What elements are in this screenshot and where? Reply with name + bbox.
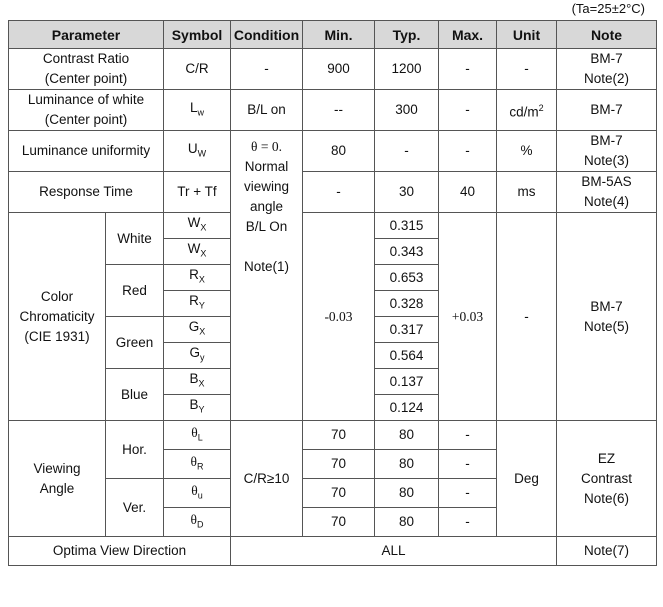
typ-cell: 0.328 (375, 291, 439, 317)
condition-cell: - (231, 49, 303, 90)
typ-cell: 0.317 (375, 317, 439, 343)
typ-cell: 30 (375, 172, 439, 213)
typ-cell: 0.315 (375, 213, 439, 239)
color-group-label: Red (106, 265, 164, 317)
max-cell: - (439, 421, 497, 450)
min-cell: 70 (303, 508, 375, 537)
typ-cell: 0.137 (375, 369, 439, 395)
symbol-cell: $U_W$ (164, 131, 231, 172)
min-cell: -0.03 (303, 213, 375, 421)
symbol-cell: C/R (164, 49, 231, 90)
typ-cell: 80 (375, 508, 439, 537)
min-cell: 70 (303, 479, 375, 508)
typ-cell: 0.653 (375, 265, 439, 291)
note-cell: Note(7) (557, 537, 657, 566)
typ-cell: 80 (375, 479, 439, 508)
symbol-cell: $\theta_u$ (164, 479, 231, 508)
condition-cell: C/R≥10 (231, 421, 303, 537)
param-cell-viewing: Viewing Angle (9, 421, 106, 537)
typ-cell: 0.124 (375, 395, 439, 421)
symbol-cell: $L_w$ (164, 90, 231, 131)
symbol-cell: $R_Y$ (164, 291, 231, 317)
max-cell: 40 (439, 172, 497, 213)
typ-cell: 0.343 (375, 239, 439, 265)
symbol-cell: $B_X$ (164, 369, 231, 395)
unit-cell: % (497, 131, 557, 172)
color-group-label: White (106, 213, 164, 265)
max-cell: - (439, 479, 497, 508)
param-cell: Luminance of white (Center point) (9, 90, 164, 131)
note-cell: BM-7 Note(2) (557, 49, 657, 90)
max-cell: - (439, 90, 497, 131)
symbol-cell: $\theta_L$ (164, 421, 231, 450)
typ-cell: 300 (375, 90, 439, 131)
header-unit: Unit (497, 21, 557, 49)
min-cell: 70 (303, 421, 375, 450)
table-row-response (9, 172, 657, 213)
max-cell: - (439, 508, 497, 537)
min-cell: -- (303, 90, 375, 131)
temperature-condition: (Ta=25±2°C) (571, 1, 645, 16)
symbol-cell: $G_X$ (164, 317, 231, 343)
header-symbol: Symbol (164, 21, 231, 49)
param-cell: Optima View Direction (9, 537, 231, 566)
note-cell: BM-7 Note(3) (557, 131, 657, 172)
symbol-cell: Tr + Tf (164, 172, 231, 213)
table-row-optima (9, 537, 657, 566)
header-condition: Condition (231, 21, 303, 49)
max-cell: +0.03 (439, 213, 497, 421)
min-cell: 80 (303, 131, 375, 172)
header-note: Note (557, 21, 657, 49)
unit-cell: $cd/m^2$ (497, 90, 557, 131)
table-row-uniformity (9, 131, 657, 172)
param-cell: Luminance uniformity (9, 131, 164, 172)
symbol-cell: $R_X$ (164, 265, 231, 291)
symbol-cell: $G_y$ (164, 343, 231, 369)
min-cell: 900 (303, 49, 375, 90)
viewing-group-label: Hor. (106, 421, 164, 479)
note-cell: BM-5AS Note(4) (557, 172, 657, 213)
color-group-label: Green (106, 317, 164, 369)
table-row-luminance (9, 90, 657, 131)
header-typ: Typ. (375, 21, 439, 49)
typ-cell: 80 (375, 450, 439, 479)
value-cell: ALL (231, 537, 557, 566)
table-row-color (9, 213, 657, 239)
symbol-cell: $W_X$ (164, 213, 231, 239)
symbol-cell: $B_Y$ (164, 395, 231, 421)
min-cell: 70 (303, 450, 375, 479)
optical-characteristics-table (8, 20, 657, 566)
param-cell: Response Time (9, 172, 164, 213)
header-parameter: Parameter (9, 21, 164, 49)
unit-cell: - (497, 213, 557, 421)
typ-cell: 80 (375, 421, 439, 450)
note-cell: BM-7 (557, 90, 657, 131)
note-cell: EZ Contrast Note(6) (557, 421, 657, 537)
param-cell: Contrast Ratio (Center point) (9, 49, 164, 90)
unit-cell: Deg (497, 421, 557, 537)
shared-condition-cell: θ = 0. Normal viewing angle B/L On Note(1) (231, 131, 303, 421)
color-group-label: Blue (106, 369, 164, 421)
table-row-viewing (9, 421, 657, 450)
max-cell: - (439, 450, 497, 479)
symbol-cell: $W_X$ (164, 239, 231, 265)
header-min: Min. (303, 21, 375, 49)
typ-cell: 1200 (375, 49, 439, 90)
note-cell: BM-7 Note(5) (557, 213, 657, 421)
max-cell: - (439, 49, 497, 90)
min-cell: - (303, 172, 375, 213)
header-max: Max. (439, 21, 497, 49)
param-cell-color: Color Chromaticity (CIE 1931) (9, 213, 106, 421)
symbol-cell: $\theta_D$ (164, 508, 231, 537)
condition-cell: B/L on (231, 90, 303, 131)
header-row (9, 21, 657, 49)
typ-cell: - (375, 131, 439, 172)
unit-cell: ms (497, 172, 557, 213)
table-row-contrast (9, 49, 657, 90)
typ-cell: 0.564 (375, 343, 439, 369)
viewing-group-label: Ver. (106, 479, 164, 537)
unit-cell: - (497, 49, 557, 90)
symbol-cell: $\theta_R$ (164, 450, 231, 479)
max-cell: - (439, 131, 497, 172)
